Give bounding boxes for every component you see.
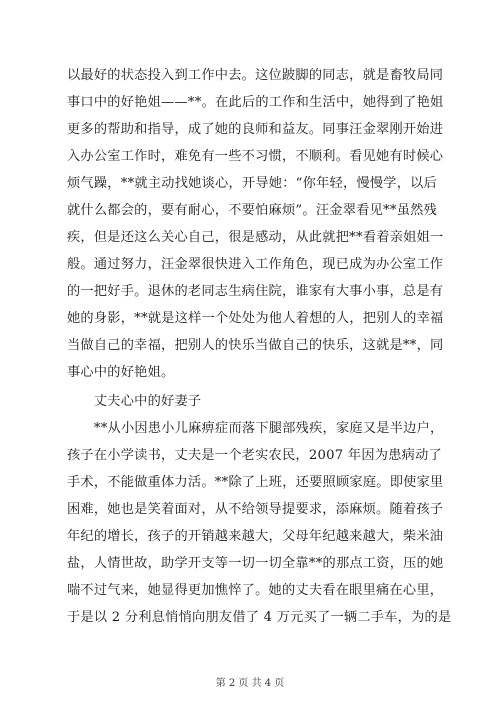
text-line: 以最好的状态投入到工作中去。这位跛脚的同志，就是畜牧局同 xyxy=(67,68,444,83)
text-line: 孩子在小学读书，丈夫是一个老实农民，2007 年因为患病动了 xyxy=(67,448,442,463)
text-line: 事口中的好艳姐——**。在此后的工作和生活中，她得到了艳姐 xyxy=(67,95,444,110)
text-line: 困难，她也是笑着面对，从不给领导提要求，添麻烦。随着孩子 xyxy=(67,502,444,517)
text-line: 手术，不能做重体力活。**除了上班，还要照顾家庭。即使家里 xyxy=(67,475,444,490)
text-line: **从小因患小儿麻痹症而落下腿部残疾，家庭又是半边户， xyxy=(67,421,444,436)
text-line: 年纪的增长，孩子的开销越来越大，父母年纪越来越大，柴米油 xyxy=(67,529,444,544)
text-line: 喘不过气来，她显得更加憔悴了。她的丈夫看在眼里痛在心里， xyxy=(67,583,444,598)
section-heading: 丈夫心中的好妻子 xyxy=(67,394,202,409)
text-line: 她的身影，**就是这样一个处处为他人着想的人，把别人的幸福 xyxy=(67,311,444,326)
text-line: 般。通过努力，汪金翠很快进入工作角色，现已成为办公室工作 xyxy=(67,257,444,272)
text-line: 的一把好手。退休的老同志生病住院，谁家有大事小事，总是有 xyxy=(67,284,444,299)
text-line: 疾，但是还这么关心自己，很是感动，从此就把**看着亲姐姐一 xyxy=(67,230,444,245)
text-line: 当做自己的幸福，把别人的快乐当做自己的快乐，这就是**，同 xyxy=(67,338,444,353)
text-line: 就什么都会的，要有耐心，不要怕麻烦”。汪金翠看见**虽然残 xyxy=(67,203,438,218)
text-line: 事心中的好艳姐。 xyxy=(67,365,175,380)
text-line: 盐，人情世故，助学开支等一切一切全靠**的那点工资，压的她 xyxy=(67,556,444,571)
text-line: 于是以 2 分利息悄悄向朋友借了 4 万元买了一辆二手车，为的是 xyxy=(67,610,452,625)
text-line: 入办公室工作时，难免有一些不习惯，不顺利。看见她有时候心 xyxy=(67,149,444,164)
text-line: 更多的帮助和指导，成了她的良师和益友。同事汪金翠刚开始进 xyxy=(67,122,444,137)
page-footer: 第 2 页 共 4 页 xyxy=(215,678,285,689)
text-line: 烦气躁，**就主动找她谈心，开导她：“你年轻，慢慢学，以后 xyxy=(67,176,438,191)
